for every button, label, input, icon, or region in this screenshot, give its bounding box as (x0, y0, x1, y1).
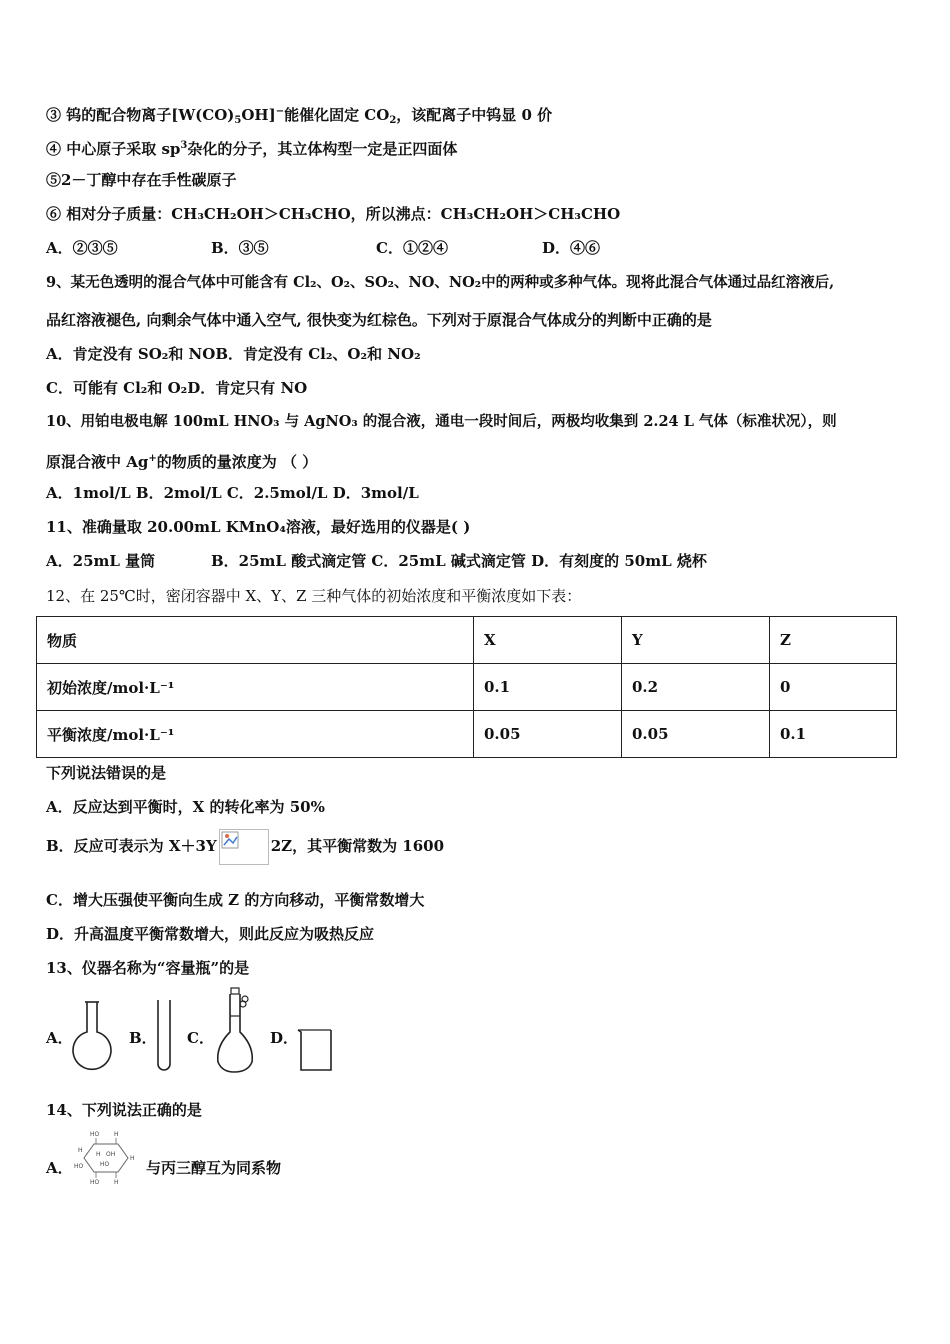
q13-stem: 13、仪器名称为“容量瓶”的是 (46, 959, 250, 977)
q14-stem: 14、下列说法正确的是 (46, 1101, 202, 1119)
q13-label-b: B． (129, 1029, 157, 1047)
q12-option-c: C．增大压强使平衡向生成 Z 的方向移动，平衡常数增大 (46, 891, 425, 909)
table-cell: 初始浓度/mol·L⁻¹ (37, 664, 474, 711)
ring-label: H (114, 1131, 119, 1138)
q12-option-d: D．升高温度平衡常数增大，则此反应为吸热反应 (46, 925, 375, 943)
broken-image-icon (219, 829, 269, 865)
table-cell: 0.05 (622, 711, 770, 758)
table-cell: 0.1 (770, 711, 897, 758)
q11-options (46, 551, 707, 571)
ring-label: HO (90, 1179, 100, 1186)
q11-stem: 11、准确量取 20.00mL KMnO₄溶液，最好选用的仪器是( ) (46, 518, 471, 536)
q9-stem-2: 品红溶液褪色, 向剩余气体中通入空气, 很快变为红棕色。下列对于原混合气体成分的判断中正确的是 (46, 311, 712, 329)
statement-6: ⑥ 相对分子质量：CH₃CH₂OH＞CH₃CHO，所以沸点：CH₃CH₂OH＞CH₃CHO (46, 205, 621, 223)
ring-label: HO (100, 1161, 110, 1168)
q10-stem-2: 原混合液中 Ag+的物质的量浓度为 （ ） (46, 453, 318, 471)
q10-options: A．1mol/L B．2mol/L C．2.5mol/L D．3mol/L (46, 484, 419, 502)
q14-option-a-text: 与丙三醇互为同系物 (146, 1159, 282, 1177)
q9-options-ab: A．肯定没有 SO₂和 NOB．肯定没有 Cl₂、O₂和 NO₂ (46, 345, 421, 363)
sugar-ring-structure (70, 1128, 142, 1188)
q12-prompt: 下列说法错误的是 (46, 764, 167, 782)
ring-label: HO (90, 1131, 100, 1138)
table-cell: 0.05 (474, 711, 622, 758)
statement-4: ④ 中心原子采取 $sp^3$杂化的分子，其立体构型一定是正四面体 (46, 140, 458, 158)
ring-label: OH (106, 1151, 116, 1158)
ring-label: H (96, 1151, 101, 1158)
q9-options-cd: C．可能有 Cl₂和 O₂D．肯定只有 NO (46, 379, 308, 397)
statement-5: ⑤2－丁醇中存在手性碳原子 (46, 171, 237, 189)
table-header-row (37, 617, 897, 664)
table-header-cell: Z (770, 617, 897, 664)
ring-label: H (130, 1155, 135, 1162)
table-cell: 平衡浓度/mol·L⁻¹ (37, 711, 474, 758)
test-tube-icon (154, 998, 174, 1074)
q8-option-b: B．③⑤ (211, 239, 269, 257)
table-header-cell: 物质 (37, 617, 474, 664)
q8-options (46, 238, 600, 258)
table-cell: 0.1 (474, 664, 622, 711)
q11-option-a: A．25mL 量筒 (46, 552, 156, 570)
table-row (37, 664, 897, 711)
table-header-cell: X (474, 617, 622, 664)
q12-stem: 12、在 25℃时，密闭容器中 X、Y、Z 三种气体的初始浓度和平衡浓度如下表： (46, 587, 582, 605)
ring-label: H (78, 1147, 83, 1154)
q8-option-c: C．①②④ (376, 239, 448, 257)
volumetric-flask-icon (212, 986, 258, 1076)
table-cell: 0 (770, 664, 897, 711)
table-header-cell: Y (622, 617, 770, 664)
q11-options-bcd: B．25mL 酸式滴定管 C．25mL 碱式滴定管 D．有刻度的 50mL 烧杯 (211, 552, 707, 570)
q9-stem-1: 9、某无色透明的混合气体中可能含有 Cl₂、O₂、SO₂、NO、NO₂中的两种或多种气体。现将此混合气体通过品红溶液后, (46, 274, 835, 291)
q12-option-b: B．反应可表示为 X＋3Y 2Z，其平衡常数为 1600 (46, 828, 444, 865)
q10-stem-1: 10、用铂电极电解 100mL HNO₃ 与 AgNO₃ 的混合液，通电一段时间后，两极均收集到 2.24 L 气体（标准状况），则 (46, 413, 837, 430)
round-flask-icon (70, 1000, 114, 1074)
q13-label-d: D． (270, 1029, 299, 1047)
q8-option-a: A．②③⑤ (46, 239, 118, 257)
q8-option-d: D．④⑥ (542, 239, 601, 257)
ring-label: H (114, 1179, 119, 1186)
q14-option-a-label: A． (46, 1159, 73, 1177)
ring-label: HO (74, 1163, 84, 1170)
beaker-icon (296, 1026, 336, 1074)
q12-option-a: A．反应达到平衡时，X 的转化率为 50% (46, 798, 325, 816)
table-row (37, 711, 897, 758)
table-cell: 0.2 (622, 664, 770, 711)
q13-label-a: A． (46, 1029, 73, 1047)
statement-3: ③ 钨的配合物离子$[W(CO)_5OH]^-$能催化固定 $CO_2$，该配离子中钨显 0 价 (46, 106, 553, 126)
q13-label-c: C． (187, 1029, 214, 1047)
concentration-table (36, 616, 897, 758)
